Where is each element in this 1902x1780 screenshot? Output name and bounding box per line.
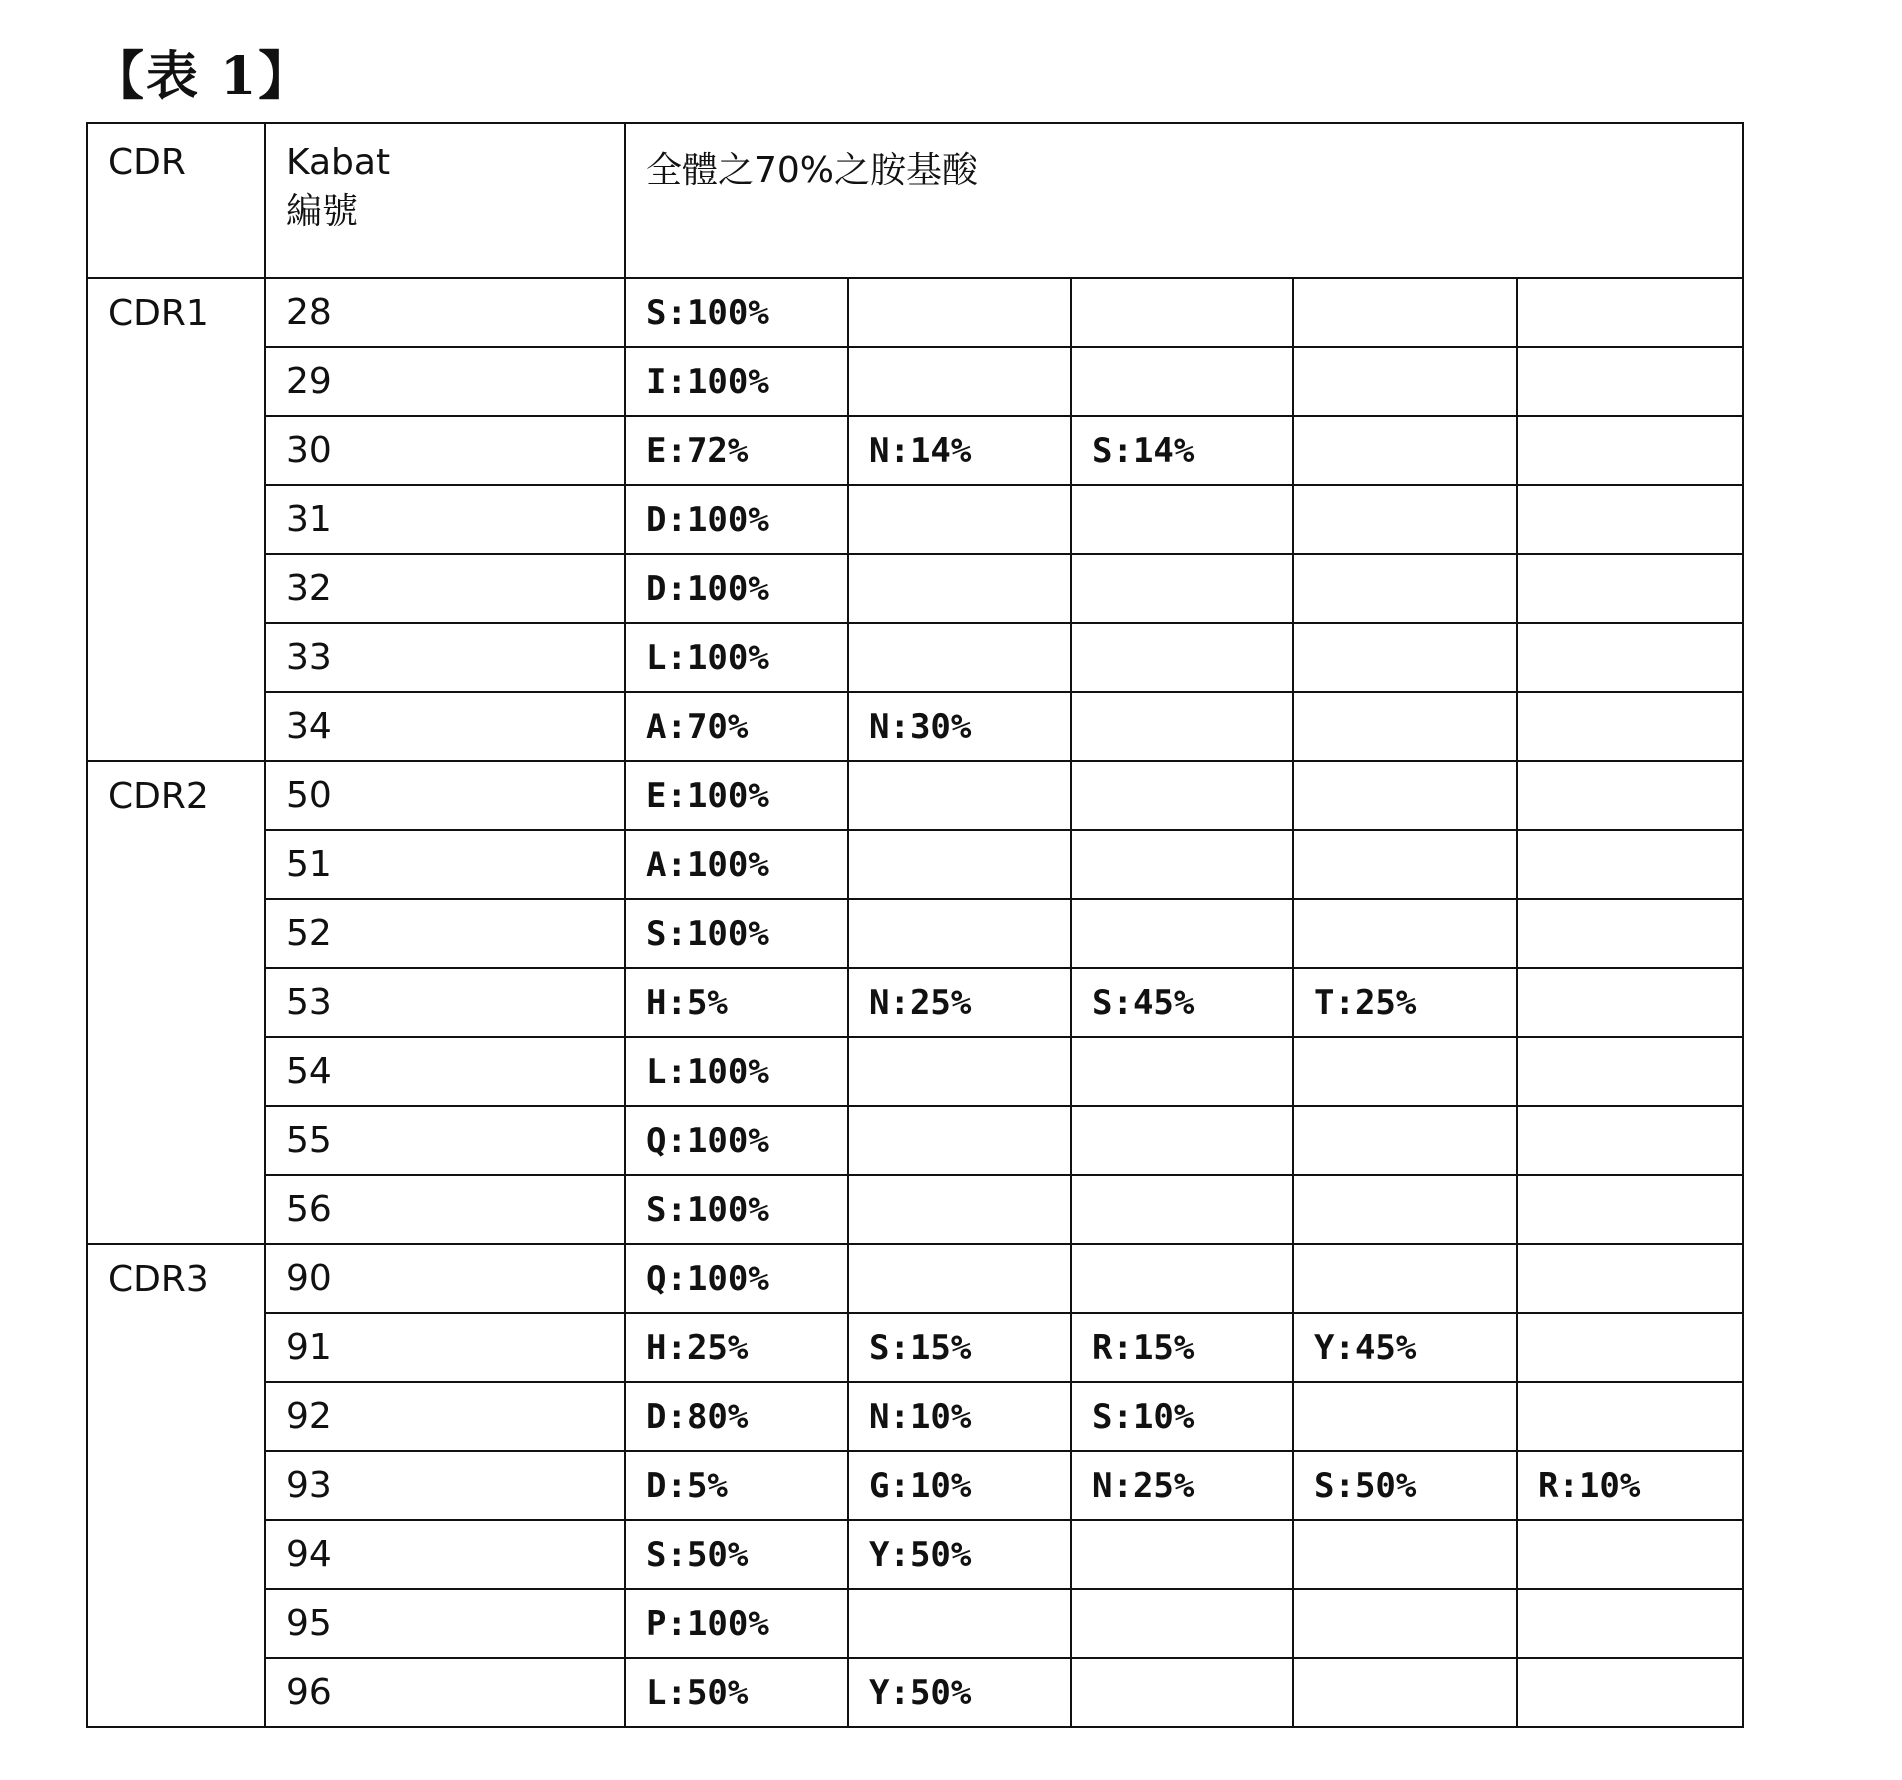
amino-acid-cell (1293, 692, 1517, 761)
amino-acid-cell (1071, 1589, 1293, 1658)
amino-acid-cell (848, 830, 1071, 899)
amino-acid-cell (1517, 761, 1743, 830)
table-row (87, 1589, 1743, 1658)
kabat-number: 53 (265, 968, 625, 1037)
amino-acid-cell (1517, 1244, 1743, 1313)
amino-acid-cell (1517, 1589, 1743, 1658)
table-row (87, 485, 1743, 554)
table-row (87, 1244, 1743, 1313)
kabat-number: 31 (265, 485, 625, 554)
amino-acid-cell: Q:100% (625, 1244, 848, 1313)
amino-acid-cell (1293, 899, 1517, 968)
amino-acid-cell: D:100% (625, 485, 848, 554)
amino-acid-cell: P:100% (625, 1589, 848, 1658)
kabat-number: 29 (265, 347, 625, 416)
amino-acid-cell (1071, 1037, 1293, 1106)
header-cdr: CDR (87, 123, 265, 278)
kabat-number: 94 (265, 1520, 625, 1589)
amino-acid-cell (848, 1175, 1071, 1244)
kabat-number: 56 (265, 1175, 625, 1244)
table-row (87, 1106, 1743, 1175)
amino-acid-cell (848, 485, 1071, 554)
table-row (87, 1658, 1743, 1727)
cdr-label: CDR2 (87, 761, 265, 1244)
amino-acid-cell: S:100% (625, 899, 848, 968)
amino-acid-cell (1293, 1244, 1517, 1313)
amino-acid-cell: Q:100% (625, 1106, 848, 1175)
kabat-number: 50 (265, 761, 625, 830)
amino-acid-cell: D:5% (625, 1451, 848, 1520)
amino-acid-cell: S:100% (625, 1175, 848, 1244)
amino-acid-cell (848, 1589, 1071, 1658)
kabat-number: 52 (265, 899, 625, 968)
amino-acid-cell (1071, 1175, 1293, 1244)
amino-acid-cell: H:5% (625, 968, 848, 1037)
table-row (87, 416, 1743, 485)
amino-acid-cell (1517, 1106, 1743, 1175)
amino-acid-cell (1517, 1658, 1743, 1727)
table-row (87, 761, 1743, 830)
amino-acid-cell (1293, 1175, 1517, 1244)
table-row (87, 1037, 1743, 1106)
table-row (87, 968, 1743, 1037)
amino-acid-cell (1293, 1106, 1517, 1175)
amino-acid-cell (1071, 485, 1293, 554)
table-row (87, 554, 1743, 623)
amino-acid-cell (1293, 830, 1517, 899)
amino-acid-cell: T:25% (1293, 968, 1517, 1037)
amino-acid-cell (1293, 1037, 1517, 1106)
header-kabat-line2: 編號 (286, 191, 358, 232)
amino-acid-cell (1071, 1244, 1293, 1313)
cdr-label: CDR1 (87, 278, 265, 761)
amino-acid-cell (1517, 830, 1743, 899)
amino-acid-cell: R:15% (1071, 1313, 1293, 1382)
amino-acid-cell (1517, 485, 1743, 554)
amino-acid-cell (1517, 1037, 1743, 1106)
amino-acid-cell (1071, 1658, 1293, 1727)
amino-acid-cell (848, 1106, 1071, 1175)
amino-acid-cell: E:100% (625, 761, 848, 830)
kabat-number: 51 (265, 830, 625, 899)
amino-acid-cell (1071, 830, 1293, 899)
amino-acid-cell: S:14% (1071, 416, 1293, 485)
amino-acid-cell: R:10% (1517, 1451, 1743, 1520)
amino-acid-cell: S:50% (625, 1520, 848, 1589)
amino-acid-cell (1071, 347, 1293, 416)
table-row (87, 1520, 1743, 1589)
kabat-number: 92 (265, 1382, 625, 1451)
amino-acid-cell: I:100% (625, 347, 848, 416)
amino-acid-cell (1071, 1106, 1293, 1175)
table-row (87, 692, 1743, 761)
amino-acid-cell: N:25% (1071, 1451, 1293, 1520)
table-row (87, 830, 1743, 899)
amino-acid-cell (1293, 485, 1517, 554)
amino-acid-cell: S:15% (848, 1313, 1071, 1382)
amino-acid-cell (1517, 347, 1743, 416)
amino-acid-cell (1517, 416, 1743, 485)
amino-acid-cell: L:50% (625, 1658, 848, 1727)
table-row (87, 278, 1743, 347)
amino-acid-cell (1071, 623, 1293, 692)
amino-acid-cell (1293, 623, 1517, 692)
kabat-number: 93 (265, 1451, 625, 1520)
amino-acid-cell (1293, 1520, 1517, 1589)
amino-acid-cell (1517, 278, 1743, 347)
amino-acid-cell (848, 761, 1071, 830)
amino-acid-cell: D:80% (625, 1382, 848, 1451)
amino-acid-cell: L:100% (625, 623, 848, 692)
kabat-number: 55 (265, 1106, 625, 1175)
amino-acid-cell (1293, 761, 1517, 830)
amino-acid-cell: S:10% (1071, 1382, 1293, 1451)
header-kabat-line1: Kabat (286, 142, 390, 183)
amino-acid-cell (1071, 278, 1293, 347)
amino-acid-cell (1293, 416, 1517, 485)
amino-acid-cell: L:100% (625, 1037, 848, 1106)
amino-acid-cell (1293, 278, 1517, 347)
kabat-number: 33 (265, 623, 625, 692)
kabat-number: 90 (265, 1244, 625, 1313)
amino-acid-cell: N:10% (848, 1382, 1071, 1451)
amino-acid-cell: H:25% (625, 1313, 848, 1382)
table-title: 【表 1】 (92, 34, 312, 109)
amino-acid-cell (1071, 899, 1293, 968)
amino-acid-cell: S:100% (625, 278, 848, 347)
amino-acid-cell (1071, 554, 1293, 623)
amino-acid-cell (848, 1244, 1071, 1313)
amino-acid-cell: D:100% (625, 554, 848, 623)
table-row (87, 899, 1743, 968)
table-row (87, 1175, 1743, 1244)
kabat-number: 96 (265, 1658, 625, 1727)
amino-acid-cell (1071, 692, 1293, 761)
amino-acid-cell (848, 623, 1071, 692)
kabat-number: 91 (265, 1313, 625, 1382)
amino-acid-cell (848, 1037, 1071, 1106)
cdr-label: CDR3 (87, 1244, 265, 1727)
amino-acid-cell (1071, 761, 1293, 830)
amino-acid-cell: E:72% (625, 416, 848, 485)
amino-acid-cell (1517, 899, 1743, 968)
amino-acid-cell: N:25% (848, 968, 1071, 1037)
amino-acid-cell: N:14% (848, 416, 1071, 485)
header-row (87, 123, 1743, 278)
amino-acid-cell: Y:50% (848, 1658, 1071, 1727)
amino-acid-cell (1517, 1520, 1743, 1589)
header-amino-acids: 全體之70%之胺基酸 (625, 123, 1743, 278)
amino-acid-cell: A:70% (625, 692, 848, 761)
amino-acid-cell: N:30% (848, 692, 1071, 761)
header-kabat (265, 123, 625, 278)
table-row (87, 623, 1743, 692)
amino-acid-cell (848, 554, 1071, 623)
amino-acid-cell (848, 347, 1071, 416)
kabat-number: 34 (265, 692, 625, 761)
amino-acid-cell: S:45% (1071, 968, 1293, 1037)
amino-acid-cell (1517, 554, 1743, 623)
amino-acid-cell: A:100% (625, 830, 848, 899)
amino-acid-cell (1517, 623, 1743, 692)
amino-acid-cell (1293, 347, 1517, 416)
amino-acid-cell: Y:45% (1293, 1313, 1517, 1382)
amino-acid-cell (1071, 1520, 1293, 1589)
table-row (87, 1313, 1743, 1382)
amino-acid-cell (1517, 968, 1743, 1037)
kabat-number: 95 (265, 1589, 625, 1658)
amino-acid-cell (1293, 1658, 1517, 1727)
amino-acid-cell: S:50% (1293, 1451, 1517, 1520)
amino-acid-cell (1293, 1589, 1517, 1658)
kabat-number: 32 (265, 554, 625, 623)
amino-acid-cell (848, 899, 1071, 968)
cdr-amino-acid-table (86, 122, 1744, 1728)
table-row (87, 1382, 1743, 1451)
amino-acid-cell: Y:50% (848, 1520, 1071, 1589)
amino-acid-cell (1517, 1313, 1743, 1382)
amino-acid-cell (848, 278, 1071, 347)
amino-acid-cell (1517, 692, 1743, 761)
amino-acid-cell (1293, 1382, 1517, 1451)
amino-acid-cell (1293, 554, 1517, 623)
amino-acid-cell (1517, 1175, 1743, 1244)
table-row (87, 347, 1743, 416)
table-row (87, 1451, 1743, 1520)
kabat-number: 28 (265, 278, 625, 347)
amino-acid-cell (1517, 1382, 1743, 1451)
amino-acid-cell: G:10% (848, 1451, 1071, 1520)
kabat-number: 30 (265, 416, 625, 485)
kabat-number: 54 (265, 1037, 625, 1106)
